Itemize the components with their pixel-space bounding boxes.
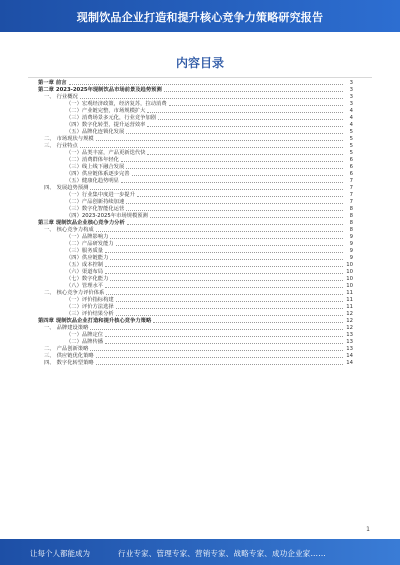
toc-entry-page: 10 <box>346 276 353 282</box>
toc-entry-page: 10 <box>346 269 353 275</box>
toc-dot-leader <box>105 273 343 274</box>
toc-entry-text: （三）消费场景多元化，行业竞争加剧 <box>66 115 157 121</box>
toc-entry-page: 9 <box>349 241 353 247</box>
toc-entry-page: 7 <box>349 185 353 191</box>
toc-dot-leader <box>147 154 343 155</box>
toc-entry-page: 8 <box>349 227 353 233</box>
toc-entry[interactable] <box>38 325 353 332</box>
toc-dot-leader <box>96 364 343 365</box>
toc-entry-text: 数字化转型策略 <box>56 360 94 366</box>
toc-entry-number: 四、 <box>44 185 55 191</box>
toc-entry-page: 11 <box>346 304 353 310</box>
toc-entry[interactable] <box>38 129 353 136</box>
toc-entry-text: （一）品牌影响力 <box>66 234 109 240</box>
toc-entry[interactable] <box>38 87 353 94</box>
toc-entry[interactable] <box>38 192 353 199</box>
toc-entry-text: （三）数字化智能化运营 <box>66 206 125 212</box>
toc-entry-page: 12 <box>346 318 353 324</box>
toc-dot-leader <box>96 140 343 141</box>
toc-entry-number: 第二章 <box>38 87 54 93</box>
toc-dot-leader <box>116 308 343 309</box>
toc-entry[interactable] <box>38 136 353 143</box>
toc-entry[interactable] <box>38 143 353 150</box>
toc-entry[interactable] <box>38 255 353 262</box>
toc-entry-page: 5 <box>349 129 353 135</box>
toc-entry-number: 第一章 <box>38 80 54 86</box>
toc-dot-leader <box>147 126 343 127</box>
toc-entry-text: （五）品牌化连锁化发展 <box>66 129 125 135</box>
toc-entry[interactable] <box>38 108 353 115</box>
toc-entry-page: 5 <box>349 136 353 142</box>
toc-entry-page: 13 <box>346 339 353 345</box>
toc-entry-number: 第四章 <box>38 318 54 324</box>
toc-entry-page: 13 <box>346 346 353 352</box>
toc-entry-page: 12 <box>346 311 353 317</box>
toc-entry[interactable] <box>38 283 353 290</box>
toc-entry-text: （八）管理水平 <box>66 283 104 289</box>
toc-entry-page: 3 <box>349 87 353 93</box>
toc-entry-page: 7 <box>349 199 353 205</box>
toc-entry-text: （五）成本控制 <box>66 262 104 268</box>
toc-dot-leader <box>69 84 343 85</box>
toc-entry-number: 二、 <box>44 290 55 296</box>
toc-entry-text: （二）产品研发能力 <box>66 241 114 247</box>
toc-entry-page: 4 <box>349 115 353 121</box>
toc-dot-leader <box>80 98 343 99</box>
toc-entry-text: （六）渠道布局 <box>66 269 104 275</box>
toc-entry[interactable] <box>38 164 353 171</box>
toc-entry[interactable] <box>38 262 353 269</box>
toc-dot-leader <box>96 357 343 358</box>
toc-dot-leader <box>150 217 343 218</box>
toc-entry-text: （七）数字化能力 <box>66 276 109 282</box>
toc-dot-leader <box>164 91 343 92</box>
toc-entry-text: （四）2023-2025年市场规模预测 <box>66 213 148 219</box>
toc-dot-leader <box>116 315 343 316</box>
toc-entry-page: 13 <box>346 332 353 338</box>
toc-dot-leader <box>106 294 343 295</box>
toc-entry-page: 5 <box>349 143 353 149</box>
toc-entry-page: 4 <box>349 108 353 114</box>
toc-entry-page: 8 <box>349 220 353 226</box>
toc-entry-number: 一、 <box>44 325 55 331</box>
toc-dot-leader <box>126 203 343 204</box>
toc-entry[interactable] <box>38 150 353 157</box>
toc-entry-text: 核心竞争力评价体系 <box>56 290 105 296</box>
toc-entry-text: 现制饮品企业核心竞争力分析 <box>55 220 125 226</box>
toc-entry-text: （三）线上线下融合发展 <box>66 164 125 170</box>
toc-entry[interactable] <box>38 94 353 101</box>
toc-entry-text: （三）服务质量 <box>66 248 104 254</box>
toc-dot-leader <box>153 322 343 323</box>
toc-entry-page: 3 <box>349 94 353 100</box>
toc-entry-number: 一、 <box>44 227 55 233</box>
toc-entry[interactable] <box>38 339 353 346</box>
toc-entry-text: 发展趋势预测 <box>56 185 89 191</box>
toc-dot-leader <box>80 147 343 148</box>
toc-entry-text: 前言 <box>55 80 67 86</box>
toc-dot-leader <box>96 231 343 232</box>
toc-entry-page: 6 <box>349 171 353 177</box>
footer-roles: 行业专家、管理专家、营销专家、战略专家、成功企业家…… <box>118 549 326 558</box>
toc-top-divider <box>28 77 372 78</box>
toc-dot-leader <box>90 350 343 351</box>
toc-entry[interactable] <box>38 234 353 241</box>
toc-entry-text: （二）消费群体年轻化 <box>66 157 119 163</box>
toc-entry-number: 二、 <box>44 136 55 142</box>
toc-entry[interactable] <box>38 185 353 192</box>
toc-entry[interactable] <box>38 220 353 227</box>
toc-entry-text: （二）产品创新持续加速 <box>66 199 125 205</box>
toc-dot-leader <box>158 119 343 120</box>
toc-entry-text: （一）品类丰富，产品更新迭代快 <box>66 150 146 156</box>
toc-entry[interactable] <box>38 276 353 283</box>
toc-entry[interactable] <box>38 353 353 360</box>
toc-entry[interactable] <box>38 171 353 178</box>
toc-entry[interactable] <box>38 248 353 255</box>
toc-dot-leader <box>126 133 343 134</box>
report-header <box>0 0 400 32</box>
footer-slogan: 让每个人都能成为 <box>30 549 90 558</box>
toc-entry[interactable] <box>38 115 353 122</box>
toc-dot-leader <box>90 189 343 190</box>
toc-entry-page: 5 <box>349 150 353 156</box>
toc-dot-leader <box>126 168 343 169</box>
toc-entry-page: 7 <box>349 178 353 184</box>
toc-entry-text: （二）产业链完整，市场规模扩大 <box>66 108 146 114</box>
toc-entry-number: 第三章 <box>38 220 54 226</box>
toc-entry-number: 三、 <box>44 353 55 359</box>
toc-entry-page: 12 <box>346 325 353 331</box>
toc-entry-page: 10 <box>346 262 353 268</box>
toc-entry-page: 6 <box>349 164 353 170</box>
toc-entry-text: 供应链优化策略 <box>56 353 94 359</box>
toc-entry-page: 8 <box>349 206 353 212</box>
toc-entry-page: 11 <box>346 297 353 303</box>
toc-entry-text: 核心竞争力构成 <box>56 227 94 233</box>
toc-entry-text: 市场现状与规模 <box>56 136 94 142</box>
toc-dot-leader <box>116 301 343 302</box>
toc-entry-text: 2023-2025年现制饮品市场前景及趋势预测 <box>55 87 162 93</box>
toc-entry[interactable] <box>38 304 353 311</box>
toc-entry-text: （一）宏观经济政策，经济复苏，拉动消费 <box>66 101 167 107</box>
toc-dot-leader <box>116 245 343 246</box>
toc-entry[interactable] <box>38 360 353 367</box>
toc-entry[interactable] <box>38 269 353 276</box>
toc-entry[interactable] <box>38 80 353 87</box>
toc-entry-text: （三）评价结果分析 <box>66 311 114 317</box>
toc-entry-text: 现制饮品企业打造和提升核心竞争力策略 <box>55 318 152 324</box>
toc-entry[interactable] <box>38 101 353 108</box>
toc-entry-text: （一）品牌定位 <box>66 332 104 338</box>
toc-entry-text: （一）评价指标构建 <box>66 297 114 303</box>
page-number: 1 <box>366 526 370 533</box>
toc-heading: 内容目录 <box>175 56 224 70</box>
toc-entry-text: 行业概况 <box>56 94 78 100</box>
toc-entry-page: 10 <box>346 283 353 289</box>
toc-entry[interactable] <box>38 178 353 185</box>
toc-dot-leader <box>127 224 343 225</box>
toc-entry-page: 9 <box>349 255 353 261</box>
toc-dot-leader <box>90 329 343 330</box>
toc-entry-page: 3 <box>349 101 353 107</box>
toc-entry-text: （四）数字化转型，提升运营效率 <box>66 122 146 128</box>
toc-dot-leader <box>105 266 343 267</box>
toc-entry-page: 6 <box>349 157 353 163</box>
toc-entry-text: （二）评价方法选择 <box>66 304 114 310</box>
toc-entry-text: （二）品牌传播 <box>66 339 104 345</box>
toc-dot-leader <box>110 259 343 260</box>
toc-entry[interactable] <box>38 213 353 220</box>
toc-entry[interactable] <box>38 297 353 304</box>
toc-dot-leader <box>105 336 343 337</box>
toc-entry[interactable] <box>38 311 353 318</box>
toc-dot-leader <box>147 112 343 113</box>
toc-dot-leader <box>169 105 343 106</box>
report-title: 现制饮品企业打造和提升核心竞争力策略研究报告 <box>76 11 324 24</box>
toc-entry[interactable] <box>38 199 353 206</box>
toc-entry[interactable] <box>38 346 353 353</box>
toc-dot-leader <box>105 343 343 344</box>
toc-entry[interactable] <box>38 157 353 164</box>
toc-dot-leader <box>121 182 343 183</box>
toc-entry[interactable] <box>38 332 353 339</box>
toc-entry-number: 四、 <box>44 360 55 366</box>
toc-entry-text: 品牌建设策略 <box>56 325 89 331</box>
toc-dot-leader <box>137 196 343 197</box>
toc-entry-page: 14 <box>346 353 353 359</box>
toc-entry[interactable] <box>38 241 353 248</box>
toc-entry-page: 7 <box>349 192 353 198</box>
toc-entry-number: 三、 <box>44 143 55 149</box>
toc-entry-text: （一）行业集中度进一步提升 <box>66 192 135 198</box>
toc-entry-page: 4 <box>349 122 353 128</box>
toc-entry-number: 二、 <box>44 346 55 352</box>
toc-entry[interactable] <box>38 122 353 129</box>
toc-dot-leader <box>105 252 343 253</box>
toc-entry-text: （四）供应链能力 <box>66 255 109 261</box>
toc-entry[interactable] <box>38 227 353 234</box>
toc-entry[interactable] <box>38 290 353 297</box>
toc-entry-page: 3 <box>349 80 353 86</box>
toc-entry-page: 9 <box>349 248 353 254</box>
toc-entry-page: 9 <box>349 234 353 240</box>
toc-dot-leader <box>110 280 343 281</box>
table-of-contents <box>38 80 353 367</box>
toc-entry-page: 11 <box>346 290 353 296</box>
toc-entry-text: 行业特点 <box>56 143 78 149</box>
toc-dot-leader <box>126 210 343 211</box>
toc-dot-leader <box>105 287 343 288</box>
toc-dot-leader <box>110 238 343 239</box>
toc-dot-leader <box>121 161 343 162</box>
toc-entry-page: 8 <box>349 213 353 219</box>
footer-banner <box>0 539 400 565</box>
toc-entry[interactable] <box>38 206 353 213</box>
toc-entry-number: 一、 <box>44 94 55 100</box>
toc-dot-leader <box>132 175 343 176</box>
toc-entry[interactable] <box>38 318 353 325</box>
toc-entry-text: 产品创新策略 <box>56 346 89 352</box>
toc-entry-page: 14 <box>346 360 353 366</box>
toc-entry-text: （四）供应链体系逐步完善 <box>66 171 130 177</box>
toc-entry-text: （五）健康化趋势明显 <box>66 178 119 184</box>
